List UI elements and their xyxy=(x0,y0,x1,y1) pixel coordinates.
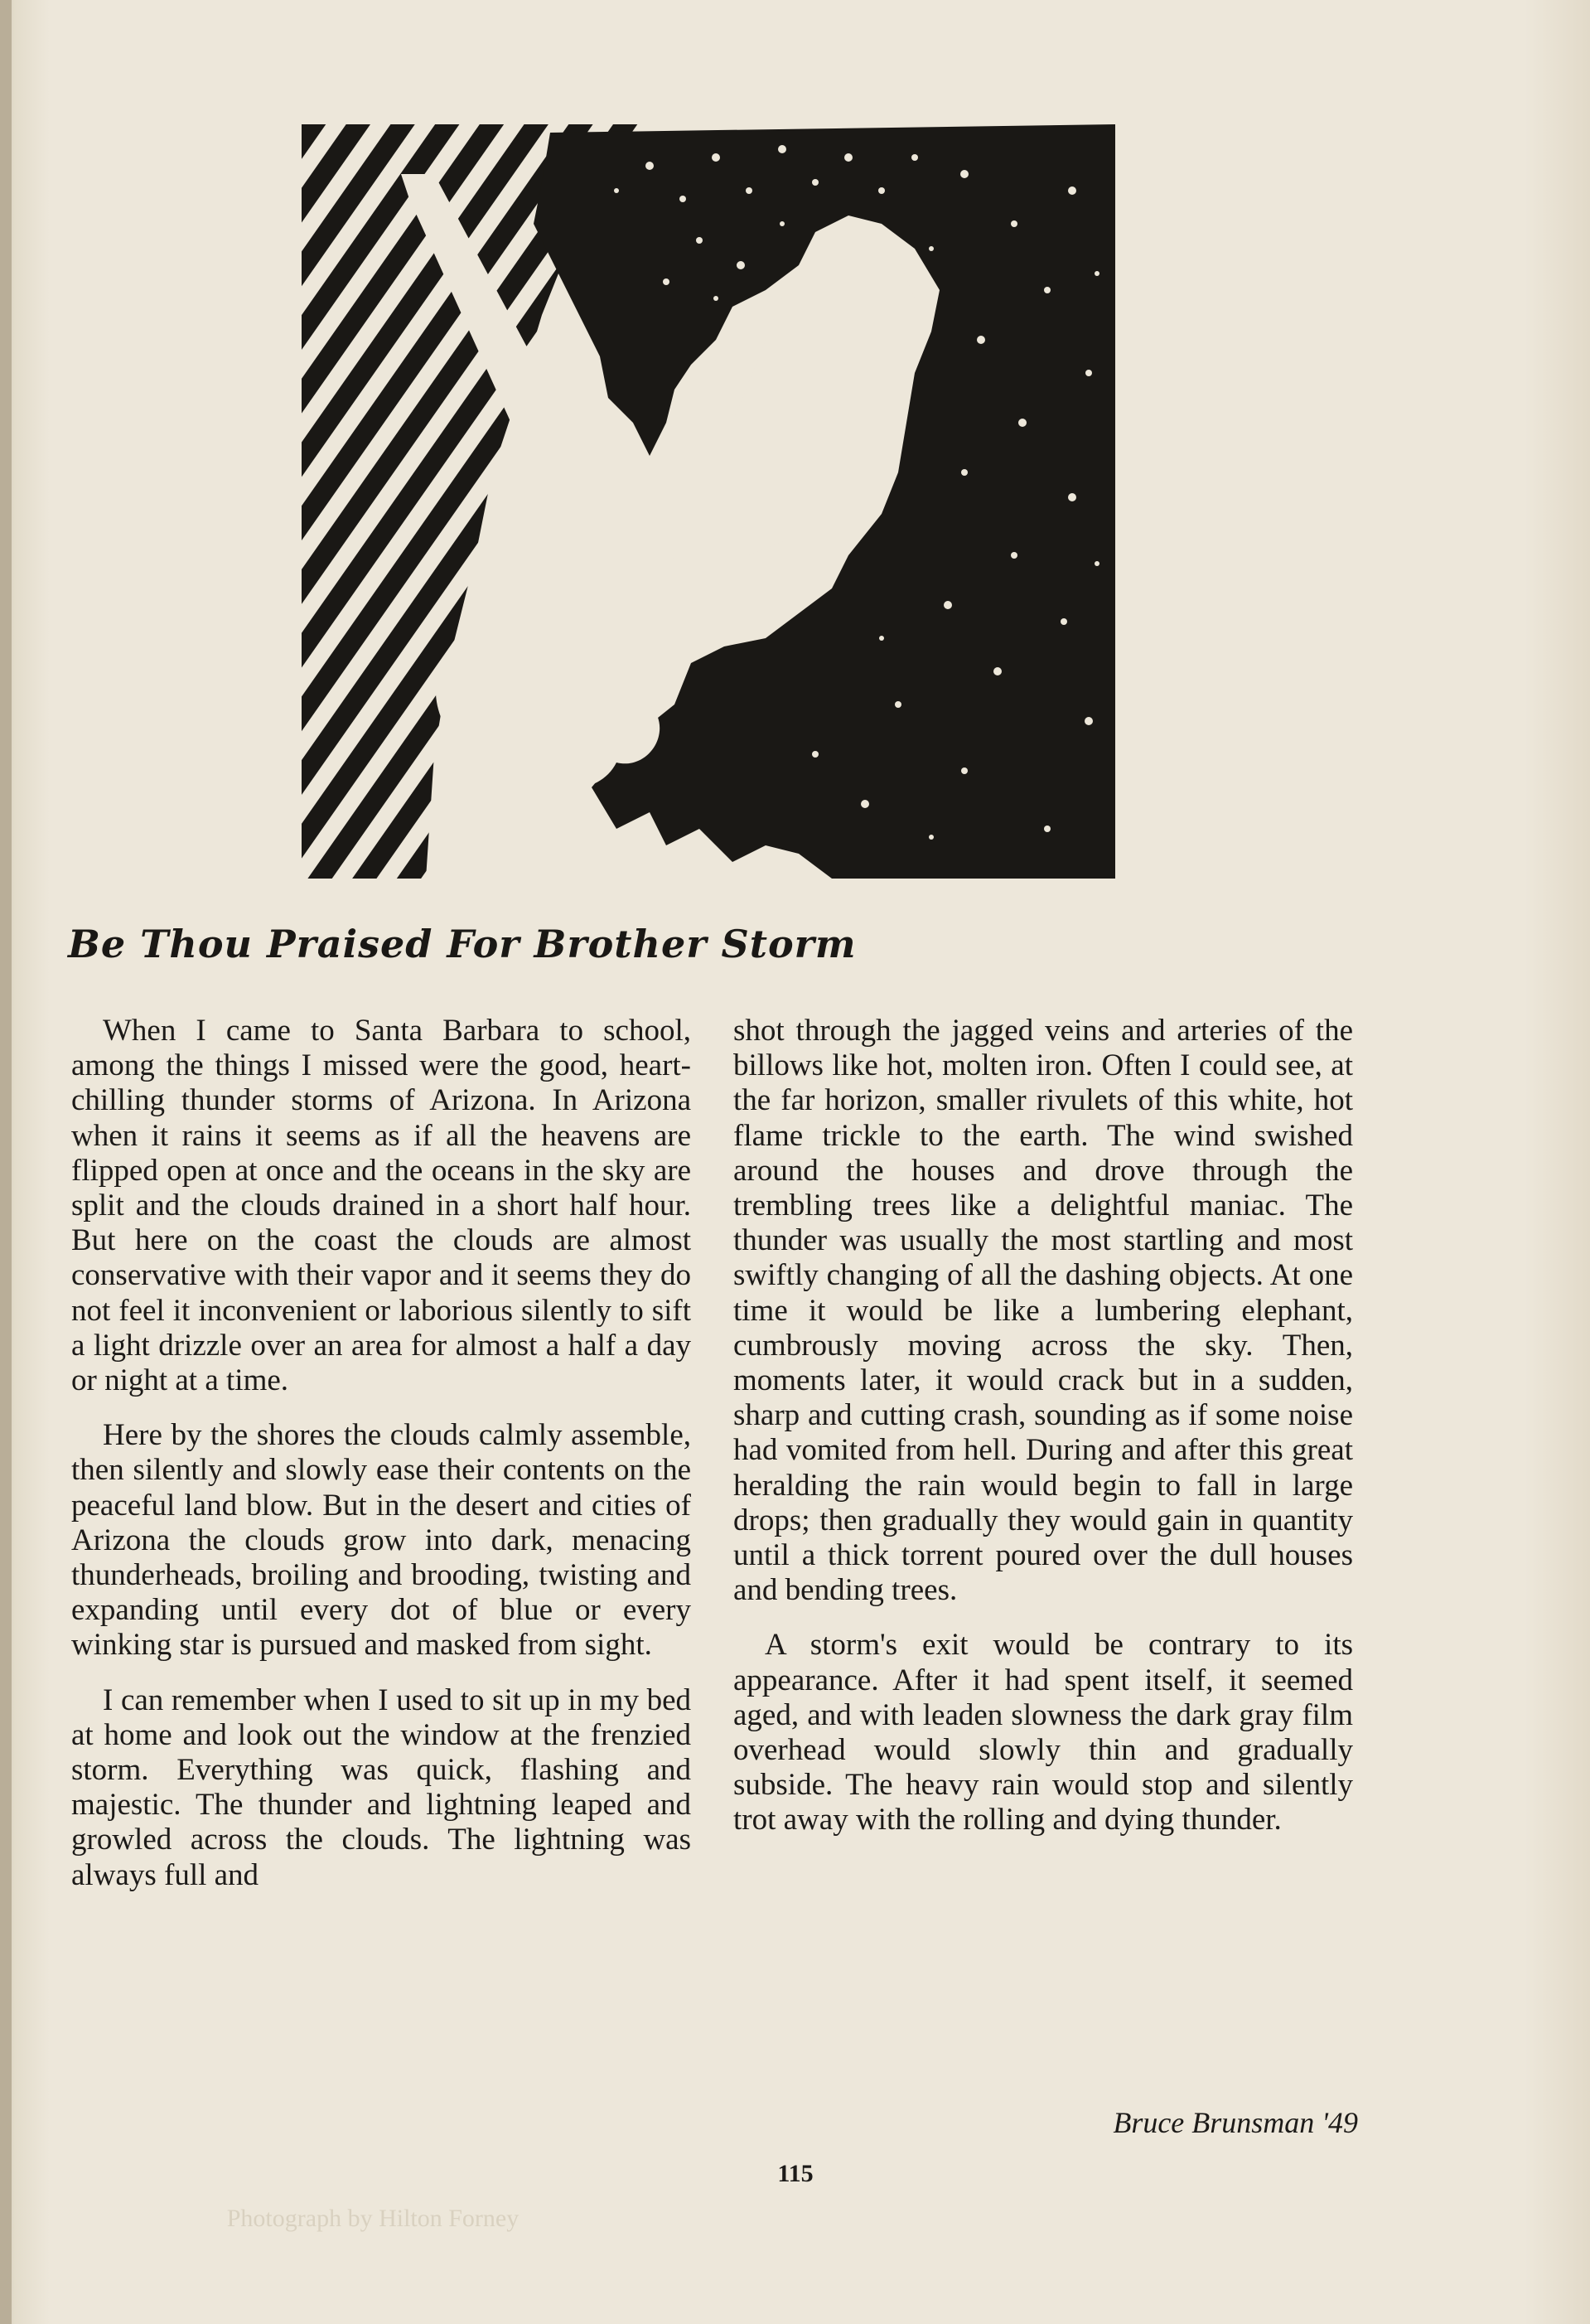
paragraph: When I came to Santa Barbara to school, among the things I missed were the good, heart-chilling thunder storms of Arizona. In Arizona when it rains it seems as if all the heavens are flipped open at once and the oceans in the sky are split and the clouds drained in a short half hour. But here on the coast the clouds are almost conservative with their vapor and it seems they do not feel it inconvenient or laborious silently to sift a light drizzle over an area for almost a half a day or night at a time. xyxy=(71,1014,691,1398)
paragraph: I can remember when I used to sit up in my bed at home and look out the window at the frenzied storm. Everything was quick, flashing and majestic. The thunder and lightning leaped and growled across the clouds. The lightning was always full and xyxy=(71,1682,691,1892)
storm-woodcut-illustration xyxy=(302,124,1115,879)
text-column-right xyxy=(733,1014,1353,1858)
bleed-through-text: Photograph by Hilton Forney xyxy=(226,2205,520,2232)
article-title: Be Thou Praised For Brother Storm xyxy=(68,922,857,966)
paragraph: A storm's exit would be contrary to its appearance. After it had spent itself, it seemed aged, and with leaden slowness the dark gray film overhead would slowly thin and gradually subside. The heavy rain would stop and silently trot away with the rolling and dying thunder. xyxy=(733,1628,1353,1837)
paragraph: Here by the shores the clouds calmly assemble, then silently and slowly ease their contents on the peaceful land blow. But in the desert and cities of Arizona the clouds grow into dark, menacing thunderheads, broiling and brooding, twisting and expanding until every dot of blue or every winking star is pursued and masked from sight. xyxy=(71,1418,691,1663)
text-column-left xyxy=(71,1014,691,1913)
paragraph: shot through the jagged veins and arteries of the billows like hot, molten iron. Often I could see, at the far horizon, smaller rivulets of this white, hot flame trickle to the earth. The wind swished around the houses and drove through the trembling trees like a delightful maniac. The thunder was usually the most startling and most swiftly changing of all the dashing objects. At one time it would be like a lumbering elephant, cumbrously moving across the sky. Then, moments later, it would crack but in a sudden, sharp and cutting crash, sounding as if some noise had vomited from hell. During and after this great heralding the rain would begin to fall in large drops; then gradually they would gain in quantity until a thick torrent poured over the dull houses and bending trees. xyxy=(733,1014,1353,1608)
binding-edge xyxy=(0,0,12,2324)
author-signature: Bruce Brunsman '49 xyxy=(1113,2106,1358,2139)
page-number: 115 xyxy=(777,2160,814,2187)
